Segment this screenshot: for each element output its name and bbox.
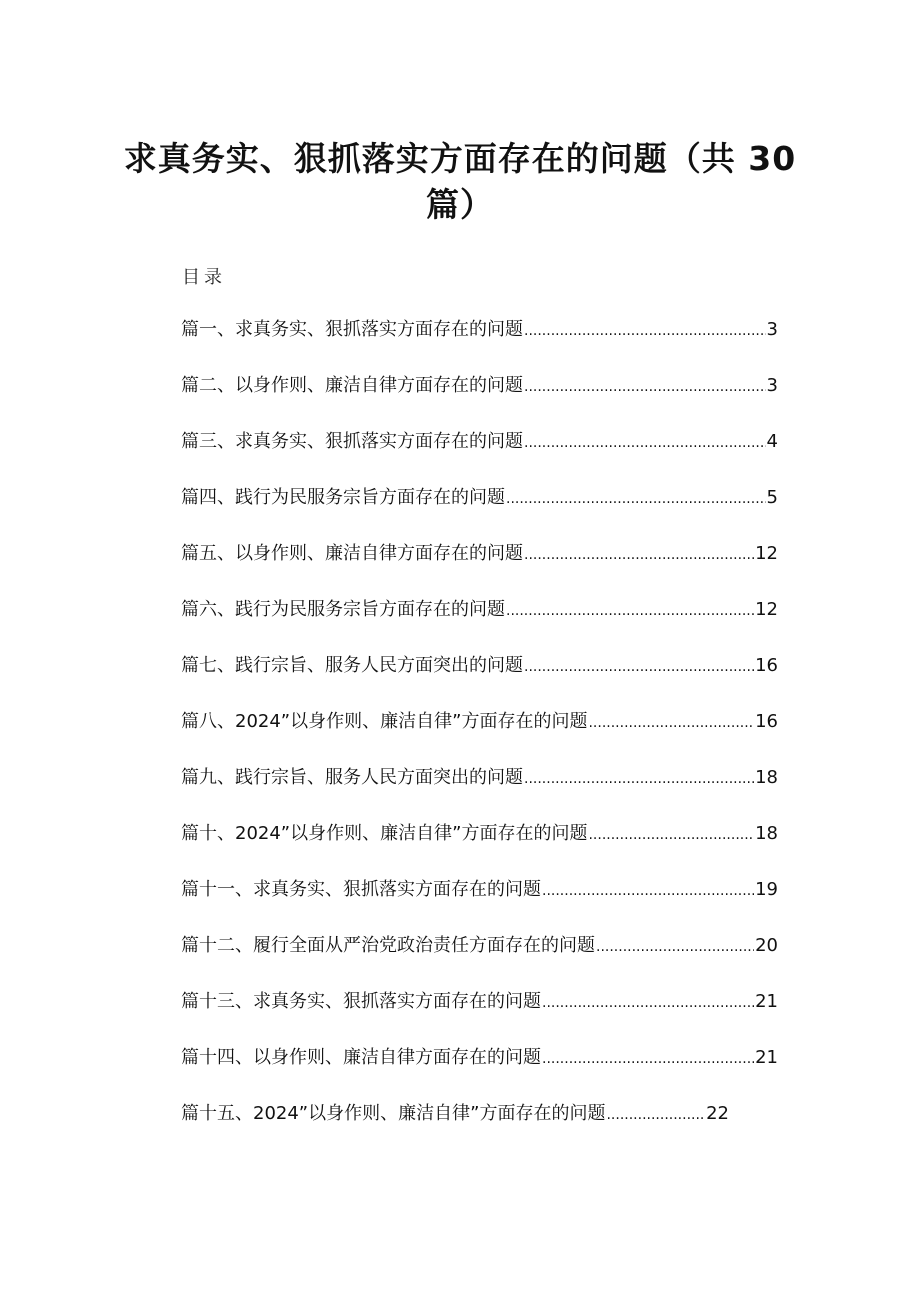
toc-entry-label: 篇十四、以身作则、廉洁自律方面存在的问题 xyxy=(181,1047,541,1068)
toc-entry[interactable] xyxy=(181,933,778,989)
toc-entry[interactable] xyxy=(181,877,778,933)
table-of-contents xyxy=(181,317,778,1157)
toc-entry-label: 篇三、求真务实、狠抓落实方面存在的问题 xyxy=(181,431,523,452)
toc-entry-label: 篇二、以身作则、廉洁自律方面存在的问题 xyxy=(181,375,523,396)
toc-entry-label: 篇十三、求真务实、狠抓落实方面存在的问题 xyxy=(181,991,541,1012)
toc-entry-label: 篇四、践行为民服务宗旨方面存在的问题 xyxy=(181,487,505,508)
toc-entry[interactable] xyxy=(181,989,778,1045)
toc-entry[interactable] xyxy=(181,821,778,877)
toc-page-number: 19 xyxy=(755,879,778,900)
toc-page-number: 18 xyxy=(755,767,778,788)
toc-leader-dots xyxy=(588,710,754,736)
toc-page-number: 12 xyxy=(755,543,778,564)
toc-page-number: 16 xyxy=(755,655,778,676)
toc-page-number: 12 xyxy=(755,599,778,620)
toc-entry[interactable] xyxy=(181,429,778,485)
toc-entry-label: 篇十一、求真务实、狠抓落实方面存在的问题 xyxy=(181,879,541,900)
toc-entry-label: 篇六、践行为民服务宗旨方面存在的问题 xyxy=(181,599,505,620)
toc-entry[interactable] xyxy=(181,317,778,373)
toc-entry[interactable] xyxy=(181,709,778,765)
toc-page-number: 21 xyxy=(755,991,778,1012)
toc-leader-dots xyxy=(506,486,766,512)
toc-entry[interactable] xyxy=(181,541,778,597)
toc-leader-dots xyxy=(524,318,766,344)
toc-leader-dots xyxy=(542,878,754,904)
toc-page-number: 3 xyxy=(766,319,778,340)
toc-entry[interactable] xyxy=(181,653,778,709)
toc-heading: 目录 xyxy=(182,267,226,288)
toc-leader-dots xyxy=(506,598,754,624)
toc-entry[interactable] xyxy=(181,1101,729,1157)
document-title: 求真务实、狠抓落实方面存在的问题（共 30 篇） xyxy=(123,139,797,224)
toc-leader-dots xyxy=(588,822,754,848)
toc-entry[interactable] xyxy=(181,597,778,653)
toc-leader-dots xyxy=(542,990,754,1016)
toc-page-number: 22 xyxy=(706,1103,729,1124)
toc-page-number: 18 xyxy=(755,823,778,844)
toc-entry[interactable] xyxy=(181,485,778,541)
toc-entry-label: 篇十、2024”以身作则、廉洁自律”方面存在的问题 xyxy=(181,823,588,844)
toc-leader-dots xyxy=(524,374,766,400)
toc-entry-label: 篇五、以身作则、廉洁自律方面存在的问题 xyxy=(181,543,523,564)
toc-page-number: 21 xyxy=(755,1047,778,1068)
toc-entry-label: 篇一、求真务实、狠抓落实方面存在的问题 xyxy=(181,319,523,340)
toc-leader-dots xyxy=(524,430,766,456)
toc-entry[interactable] xyxy=(181,373,778,429)
toc-entry-label: 篇八、2024”以身作则、廉洁自律”方面存在的问题 xyxy=(181,711,588,732)
toc-page-number: 4 xyxy=(766,431,778,452)
toc-entry[interactable] xyxy=(181,1045,778,1101)
toc-leader-dots xyxy=(524,766,754,792)
toc-page-number: 16 xyxy=(755,711,778,732)
toc-entry[interactable] xyxy=(181,765,778,821)
toc-leader-dots xyxy=(524,654,754,680)
toc-entry-label: 篇七、践行宗旨、服务人民方面突出的问题 xyxy=(181,655,523,676)
toc-leader-dots xyxy=(596,934,754,960)
toc-leader-dots xyxy=(606,1102,705,1128)
toc-page-number: 3 xyxy=(766,375,778,396)
toc-page-number: 20 xyxy=(755,935,778,956)
toc-entry-label: 篇九、践行宗旨、服务人民方面突出的问题 xyxy=(181,767,523,788)
toc-entry-label: 篇十五、2024”以身作则、廉洁自律”方面存在的问题 xyxy=(181,1103,606,1124)
toc-leader-dots xyxy=(524,542,754,568)
toc-leader-dots xyxy=(542,1046,754,1072)
toc-entry-label: 篇十二、履行全面从严治党政治责任方面存在的问题 xyxy=(181,935,595,956)
toc-page-number: 5 xyxy=(766,487,778,508)
